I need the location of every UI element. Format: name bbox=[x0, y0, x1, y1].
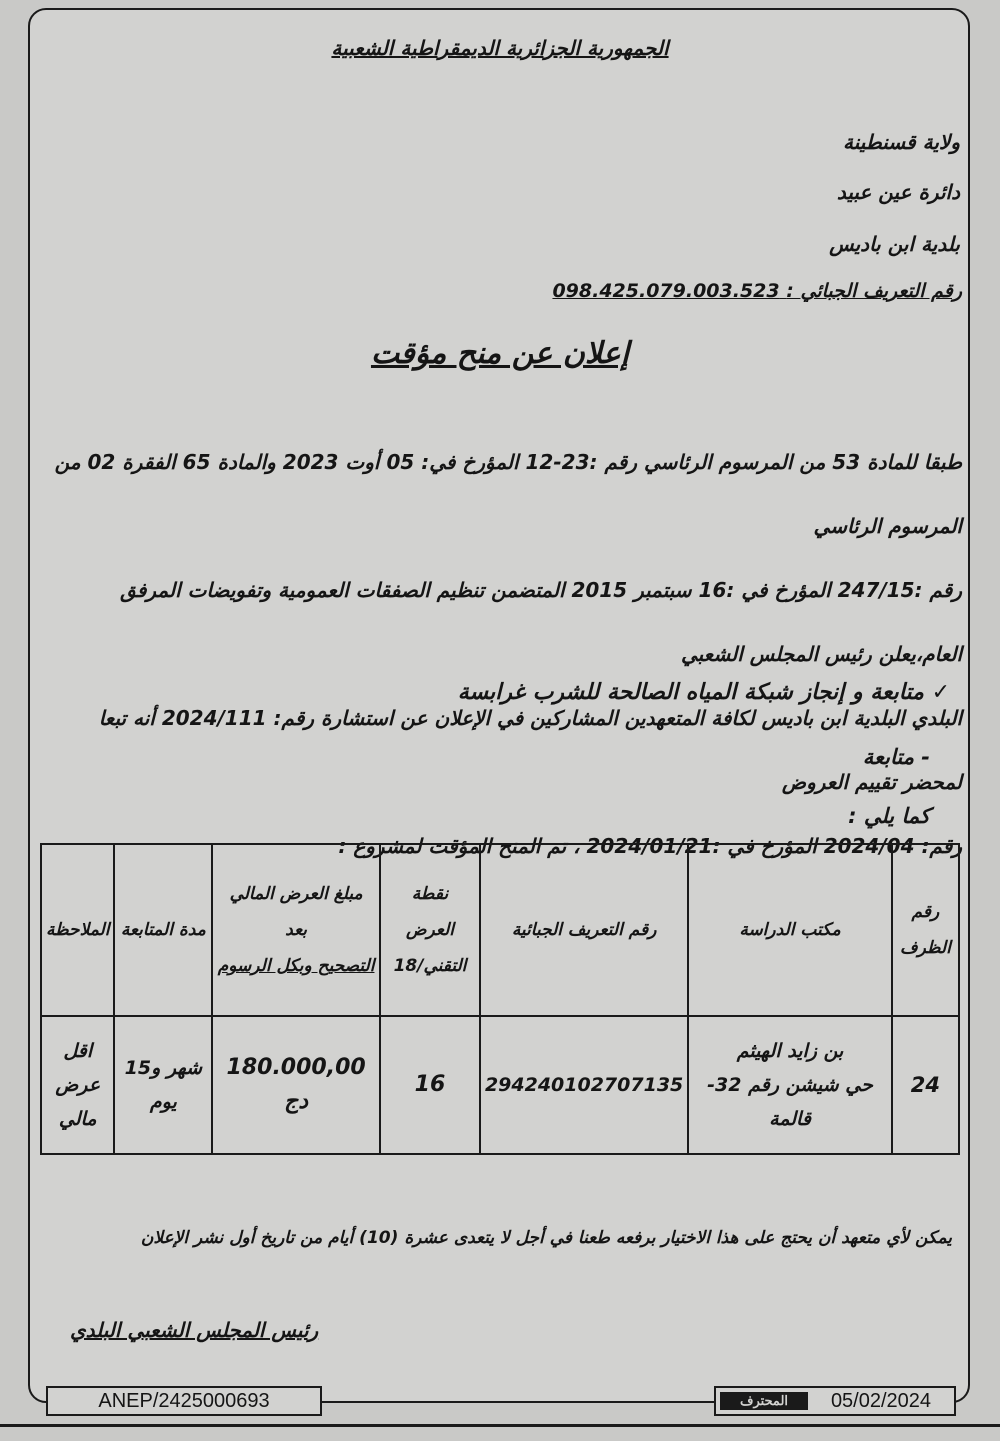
nif-label: رقم التعريف الجبائي : bbox=[786, 280, 962, 302]
project-name: متابعة و إنجاز شبكة المياه الصالحة للشرب غرابسة bbox=[457, 680, 924, 705]
header-bidder-no: رقم الظرف bbox=[892, 844, 959, 1016]
bottom-rule bbox=[0, 1424, 1000, 1427]
cell-amount: 180.000,00 دج bbox=[212, 1016, 380, 1154]
cell-bidder-no: 24 bbox=[892, 1016, 959, 1154]
cell-tech-score: 16 bbox=[380, 1016, 480, 1154]
cell-duration-line2: يوم bbox=[149, 1091, 177, 1113]
nif-value: 098.425.079.003.523 bbox=[552, 280, 780, 302]
cell-office-name: بن زايد الهيثم bbox=[736, 1040, 844, 1062]
cell-office bbox=[688, 1016, 892, 1154]
cell-duration-line1: شهر و15 bbox=[124, 1057, 203, 1079]
daira-label: دائرة عين عبيد bbox=[836, 180, 960, 204]
wilaya-label: ولاية قسنطينة bbox=[843, 130, 960, 154]
republic-heading: الجمهورية الجزائرية الديمقراطية الشعبية bbox=[331, 36, 669, 60]
signatory: رئيس المجلس الشعبي البلدي bbox=[70, 1318, 319, 1342]
project-lot: - متابعة bbox=[862, 745, 930, 769]
appeal-notice: يمكن لأي متعهد أن يحتج على هذا الاختيار برفعه طعنا في أجل لا يتعدى عشرة (10) أيام من تاريخ أول نشر الإعلان bbox=[140, 1228, 952, 1248]
header-tech-score-line2: التقني/18 bbox=[393, 956, 467, 976]
cell-duration bbox=[114, 1016, 212, 1154]
award-table bbox=[40, 843, 960, 1155]
page-title: إعلان عن منح مؤقت bbox=[370, 336, 630, 371]
body-line-1: طبقا للمادة 53 من المرسوم الرئاسي رقم :23-12 المؤرخ في: 05 أوت 2023 والمادة 65 الفقرة 02 من المرسوم الرئاسي bbox=[54, 450, 962, 538]
newspaper-logo: المحترف bbox=[720, 1392, 808, 1410]
as-follows-label: كما يلي : bbox=[848, 804, 930, 828]
header-nif: رقم التعريف الجبائية bbox=[480, 844, 688, 1016]
project-line bbox=[458, 680, 950, 705]
cell-remarks: اقل عرض مالي bbox=[41, 1016, 114, 1154]
cell-nif: 294240102707135 bbox=[480, 1016, 688, 1154]
header-amount-line1: مبلغ العرض المالي بعد bbox=[229, 884, 363, 940]
anep-reference: ANEP/2425000693 bbox=[46, 1386, 322, 1416]
header-remarks: الملاحظة bbox=[41, 844, 114, 1016]
header-tech-score bbox=[380, 844, 480, 1016]
body-line-2: رقم :247/15 المؤرخ في :16 سبتمبر 2015 المتضمن تنظيم الصفقات العمومية وتفويضات المرفق العام،يعلن رئيس المجلس الشعبي bbox=[120, 578, 962, 666]
publication-box bbox=[714, 1386, 956, 1416]
check-mark-icon: ✓ bbox=[931, 680, 950, 705]
commune-label: بلدية ابن باديس bbox=[829, 232, 960, 256]
cell-office-address: حي شيشن رقم 32- قالمة bbox=[707, 1074, 873, 1130]
header-amount bbox=[212, 844, 380, 1016]
body-line-4: رقم: 2024/04 المؤرخ في :2024/01/21 ، تم المنح المؤقت لمشروع : bbox=[338, 834, 962, 858]
header-tech-score-line1: نقطة العرض bbox=[405, 884, 454, 940]
table-row bbox=[41, 1016, 959, 1154]
nif-line bbox=[552, 280, 962, 302]
header-office: مكتب الدراسة bbox=[688, 844, 892, 1016]
publication-date: 05/02/2024 bbox=[830, 1390, 932, 1412]
body-line-3: البلدي البلدية ابن باديس لكافة المتعهدين المشاركين في الإعلان عن استشارة رقم: 2024/111 أنه تبعا لمحضر تقييم العروض bbox=[98, 706, 962, 794]
table-header-row bbox=[41, 844, 959, 1016]
header-duration: مدة المتابعة bbox=[114, 844, 212, 1016]
header-amount-line2: التصحيح وبكل الرسوم bbox=[217, 956, 375, 976]
announcement-body bbox=[50, 430, 962, 878]
